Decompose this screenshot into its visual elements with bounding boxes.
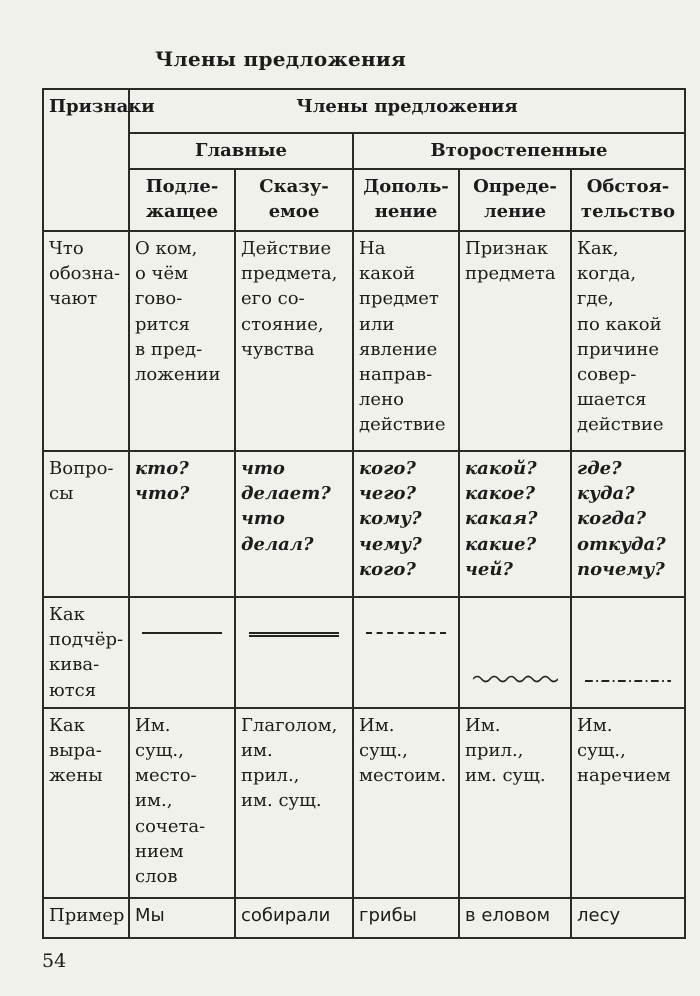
table-cell [571, 597, 685, 708]
column-header-subject: Подле- жащее [129, 169, 235, 231]
column-header-attribute: Опреде- ление [459, 169, 571, 231]
table-row [43, 231, 685, 451]
row-label-meaning: Что обозна- чают [43, 231, 129, 451]
secondary-members-header: Второстепенные [353, 133, 685, 169]
row-label-example: Пример [43, 898, 129, 938]
page-title: Члены предложения [155, 47, 407, 71]
table-row [43, 451, 685, 597]
table-cell: О ком, о чём гово- рится в пред- ложении [129, 231, 235, 451]
row-label-questions: Вопро- сы [43, 451, 129, 597]
table-cell [353, 597, 459, 708]
table-cell: Глаголом, им. прил., им. сущ. [235, 708, 353, 898]
table-cell: что делает? что делал? [235, 451, 353, 597]
main-members-header: Главные [129, 133, 353, 169]
column-header-object: Дополь- нение [353, 169, 459, 231]
column-header-adverbial: Обстоя- тельство [571, 169, 685, 231]
table-cell: Им. сущ., наречием [571, 708, 685, 898]
feature-header: Признаки [43, 89, 129, 231]
parts-of-sentence-table [42, 88, 686, 939]
table-cell: Как, когда, где, по какой причине совер- шается действие [571, 231, 685, 451]
dash-dot-underline-sample [585, 649, 672, 659]
table-cell [235, 597, 353, 708]
table-cell: Им. сущ., место- им., сочета- нием слов [129, 708, 235, 898]
table-cell [129, 597, 235, 708]
table-cell: На какой предмет или явление направ- лено действие [353, 231, 459, 451]
table-cell [459, 597, 571, 708]
table-cell: в еловом [459, 898, 571, 938]
table-cell: грибы [353, 898, 459, 938]
single-underline-sample [142, 624, 222, 634]
row-label-expressed: Как выра- жены [43, 708, 129, 898]
table-cell: Им. сущ., местоим. [353, 708, 459, 898]
row-label-underline: Как подчёр- кива- ются [43, 597, 129, 708]
table-row [43, 597, 685, 708]
table-row [43, 708, 685, 898]
table-cell: какой? какое? какая? какие? чей? [459, 451, 571, 597]
table-row [43, 898, 685, 938]
column-header-predicate: Сказу- емое [235, 169, 353, 231]
table-header: Члены предложения [129, 89, 685, 133]
page-number: 54 [42, 950, 67, 972]
dashed-underline-sample [366, 624, 446, 634]
table-cell: кто? что? [129, 451, 235, 597]
table-cell: Мы [129, 898, 235, 938]
table-cell: кого? чего? кому? чему? кого? [353, 451, 459, 597]
double-underline-sample [249, 624, 339, 637]
table-cell: собирали [235, 898, 353, 938]
table-cell: Им. прил., им. сущ. [459, 708, 571, 898]
table-cell: Действие предмета, его со- стояние, чувства [235, 231, 353, 451]
table-cell: лесу [571, 898, 685, 938]
table-cell: Признак предмета [459, 231, 571, 451]
wavy-underline-sample [473, 649, 558, 659]
table-cell: где? куда? когда? откуда? почему? [571, 451, 685, 597]
